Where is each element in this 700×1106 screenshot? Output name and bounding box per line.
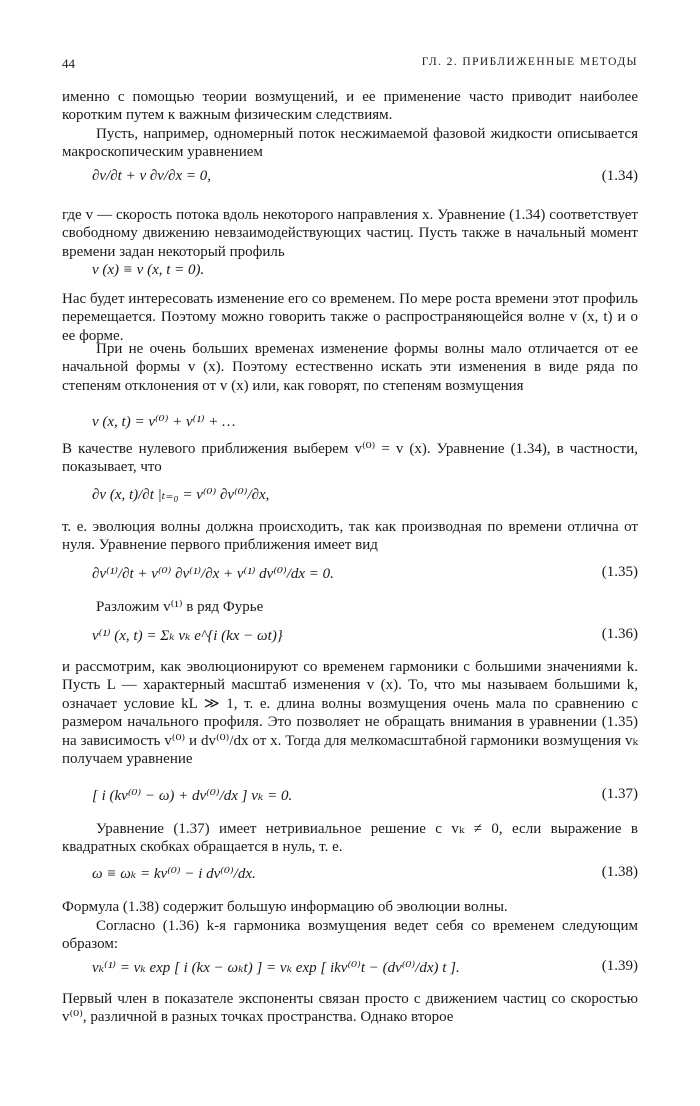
equation-1-38-formula: ω ≡ ωₖ = kv⁽⁰⁾ − i dv⁽⁰⁾/dx. [92, 866, 256, 882]
equation-1-37-formula: [ i (kv⁽⁰⁾ − ω) + dv⁽⁰⁾/dx ] vₖ = 0. [92, 788, 293, 804]
paragraph-2: Пусть, например, одномерный поток несжимаемой фазовой жидкости описывается макроскопическим уравнением [62, 126, 638, 161]
equation-1-35-formula: ∂v⁽¹⁾/∂t + v⁽⁰⁾ ∂v⁽¹⁾/∂x + v⁽¹⁾ dv⁽⁰⁾/dx = 0. [92, 566, 334, 582]
equation-1-38-number: (1.38) [601, 864, 638, 880]
equation-1-37 [62, 782, 638, 812]
paragraph-8: Разложим v⁽¹⁾ в ряд Фурье [96, 599, 264, 615]
equation-1-34-formula: ∂v/∂t + v ∂v/∂x = 0, [92, 168, 212, 184]
equation-1-36-number: (1.36) [601, 626, 638, 642]
equation-1-39-formula: vₖ⁽¹⁾ = vₖ exp [ i (kx − ωₖt) ] = vₖ exp [ ikv⁽⁰⁾t − (dv⁽⁰⁾/dx) t ]. [92, 960, 460, 976]
paragraph-10: Уравнение (1.37) имеет нетривиальное решение с vₖ ≠ 0, если выражение в квадратных скобках обращается в нуль, т. е. [62, 821, 638, 856]
paragraph-4: Нас будет интересовать изменение его со временем. По мере роста времени этот профиль перемещается. Поэтому можно говорить также о распространяющейся волне v (x, t) и о ее форме. [62, 291, 638, 344]
equation-derivative-formula: ∂v (x, t)/∂t |ₜ₌₀ = v⁽⁰⁾ ∂v⁽⁰⁾/∂x, [92, 487, 270, 503]
equation-series [62, 408, 638, 438]
running-title: ГЛ. 2. ПРИБЛИЖЕННЫЕ МЕТОДЫ [421, 56, 638, 68]
equation-profile-formula: v (x) ≡ v (x, t = 0). [92, 262, 205, 278]
equation-1-39-number: (1.39) [601, 958, 638, 974]
paragraph-5: При не очень больших временах изменение формы волны мало отличается от ее начальной формы v (x). Поэтому естественно искать эти изменения в виде ряда по степеням отклонения от v (x) или, как говорят, по степеням возмущения [62, 341, 638, 394]
paragraph-6: В качестве нулевого приближения выберем v⁽⁰⁾ = v (x). Уравнение (1.34), в частности, показывает, что [62, 441, 638, 476]
equation-series-formula: v (x, t) = v⁽⁰⁾ + v⁽¹⁾ + … [92, 414, 236, 430]
page-header [62, 56, 638, 74]
equation-1-36-formula: v⁽¹⁾ (x, t) = Σₖ vₖ e^{i (kx − ωt)} [92, 628, 283, 644]
paragraph-11: Формула (1.38) содержит большую информацию об эволюции волны. [62, 899, 508, 915]
equation-1-36 [62, 622, 638, 652]
paragraph-9: и рассмотрим, как эволюционируют со временем гармоники с большими значениями k. Пусть L — характерный масштаб изменения v (x). То, что мы называем большими k, означает условие kL ≫ 1, т. е. длина волны возмущения очень мала по сравнению с размером начального профиля. Это позволяет не обращать внимания в уравнении (1.35) на зависимость v⁽⁰⁾ и dv⁽⁰⁾/dx от x. Тогда для мелкомасштабной гармоники возмущения vₖ получаем уравнение [62, 659, 638, 768]
paragraph-13: Первый член в показателе экспоненты связан просто с движением частиц со скоростью v⁽⁰⁾, различной в разных точках пространства. Однако второе [62, 991, 638, 1026]
paragraph-3: где v — скорость потока вдоль некоторого направления x. Уравнение (1.34) соответствует свободному движению невзаимодействующих частиц. Пусть также в начальный момент времени задан некоторый профиль [62, 207, 638, 260]
equation-1-35 [62, 560, 638, 590]
equation-1-37-number: (1.37) [601, 786, 638, 802]
equation-1-38 [62, 860, 638, 890]
paragraph-7: т. е. эволюция волны должна происходить, так как производная по времени отлична от нуля. Уравнение первого приближения имеет вид [62, 519, 638, 554]
equation-1-34 [62, 164, 638, 194]
equation-1-35-number: (1.35) [601, 564, 638, 580]
equation-1-39 [62, 954, 638, 984]
paragraph-1: именно с помощью теории возмущений, и ее применение часто приводит наиболее коротким путем к важным физическим следствиям. [62, 89, 638, 124]
paragraph-12: Согласно (1.36) k-я гармоника возмущения ведет себя со временем следующим образом: [62, 918, 638, 953]
equation-1-34-number: (1.34) [601, 168, 638, 184]
equation-profile [62, 258, 638, 288]
page-number: 44 [62, 56, 75, 71]
equation-derivative [62, 481, 638, 511]
